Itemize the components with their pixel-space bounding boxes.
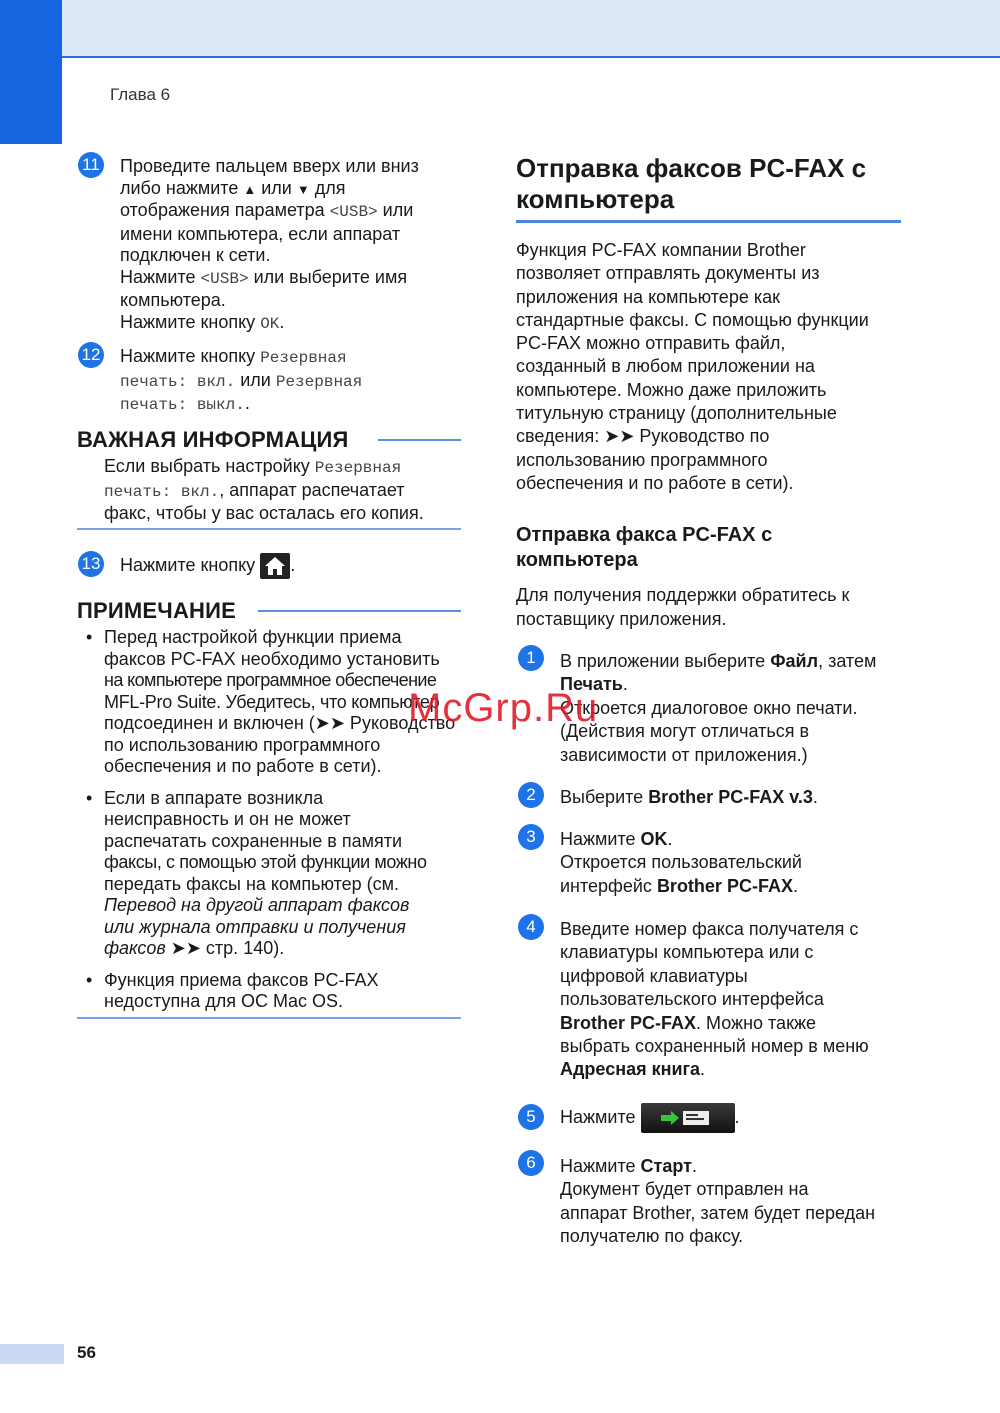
important-heading: ВАЖНАЯ ИНФОРМАЦИЯ (77, 427, 349, 452)
step-4: Введите номер факса получателя с клавиатуры компьютера или с цифровой клавиатуры пользовательского интерфейса Brother PC-FAX. Можно также выбрать сохраненный номер в меню Адресная книга. (560, 919, 869, 1080)
important-line: Если выбрать настройку Резервная (104, 456, 402, 477)
step-11-line: отображения параметра <USB> или (120, 200, 414, 221)
step-12-line: печать: выкл.. (120, 393, 250, 414)
step-12-line: Нажмите кнопку Резервная (120, 346, 347, 367)
step-6: Нажмите Старт. Документ будет отправлен на аппарат Brother, затем будет передан получателю по факсу. (560, 1156, 876, 1247)
intro-paragraph: Функция PC-FAX компании Brother позволяет отправлять документы из приложения на компьютере как стандартные факсы. С помощью функции PC-FAX можно отправить файл, созданный в любом приложении на компьютере. Можно даже приложить титульную страницу (дополнительные сведения: ➤➤ Руководство по использованию программного обеспечения и по работе в сети). (516, 240, 869, 493)
note-item: • Функция приема факсов PC-FAX недоступна для ОС Mac OS. (86, 969, 379, 1011)
step-12 (120, 346, 470, 417)
section-title-rule (516, 220, 901, 223)
arrow-down-icon: ▼ (296, 181, 310, 197)
step-number-6: 6 (518, 1150, 544, 1176)
step-number-13: 13 (78, 551, 104, 577)
step-11-line: либо нажмите ▲ или ▼ для (120, 177, 346, 198)
step-11-line: Проведите пальцем вверх или вниз (120, 156, 419, 176)
note-heading: ПРИМЕЧАНИЕ (77, 598, 237, 623)
fax-send-button-icon (641, 1103, 735, 1133)
step-11 (120, 156, 470, 335)
step-number-3: 3 (518, 824, 544, 850)
step-number-4: 4 (518, 914, 544, 940)
step-number-11: 11 (78, 152, 104, 178)
arrow-up-icon: ▲ (243, 181, 257, 197)
step-number-12: 12 (78, 342, 104, 368)
step-11-line: Нажмите <USB> или выберите имя (120, 266, 408, 288)
page-number: 56 (77, 1343, 96, 1362)
important-line: факс, чтобы у вас осталась его копия. (104, 503, 424, 523)
watermark: McGrp.Ru (408, 686, 599, 730)
note-bottom-rule (77, 1017, 461, 1019)
chapter-tab (0, 0, 62, 144)
step-number-1: 1 (518, 645, 544, 671)
note-item: • Если в аппарате возникла неисправность и он не может распечатать сохраненные в памяти факсы, с помощью этой функции можно передать факсы на компьютер (см. Перевод на другой аппарат факсов или журнала отправки и получения факсов ➤➤ стр. 140). (86, 787, 427, 958)
step-5: Нажмите . (560, 1103, 910, 1133)
important-rule (378, 439, 461, 441)
support-paragraph: Для получения поддержки обратитесь к поставщику приложения. (516, 585, 850, 629)
home-button-icon (260, 553, 290, 579)
note-rule (258, 610, 461, 612)
step-number-5: 5 (518, 1104, 544, 1130)
step-3: Нажмите OK. Откроется пользовательский интерфейс Brother PC-FAX. (560, 829, 802, 896)
chapter-label: Глава 6 (110, 85, 171, 104)
header-band (62, 0, 1000, 58)
note-item: • Перед настройкой функции приема факсов PC-FAX необходимо установить на компьютере программное обеспечение MFL-Pro Suite. Убедитесь, что компьютер подсоединен и включен (➤➤ Руководство по использованию программного обеспечения и по работе в сети). (86, 627, 456, 776)
step-11-line: Нажмите кнопку OK. (120, 311, 285, 333)
step-number-2: 2 (518, 782, 544, 808)
step-11-line: компьютера. (120, 290, 226, 310)
step-2: Выберите Brother PC-FAX v.3. (560, 787, 818, 807)
important-bottom-rule (77, 528, 461, 530)
step-11-line: имени компьютера, если аппарат (120, 223, 401, 244)
step-13: Нажмите кнопку . (120, 553, 470, 579)
important-text (104, 456, 464, 525)
subsection-title: Отправка факса PC-FAX с компьютера (516, 524, 773, 571)
step-12-line: печать: вкл. или Резервная (120, 369, 363, 391)
step-1: В приложении выберите Файл, затем Печать. Откроется диалоговое окно печати. (Действия могут отличаться в зависимости от приложения.) (560, 651, 877, 765)
section-title: Отправка факсов PC-FAX с компьютера (516, 153, 867, 214)
important-line: печать: вкл., аппарат распечатает (104, 479, 405, 501)
footer-band (0, 1344, 64, 1364)
step-11-line: подключен к сети. (120, 245, 271, 265)
